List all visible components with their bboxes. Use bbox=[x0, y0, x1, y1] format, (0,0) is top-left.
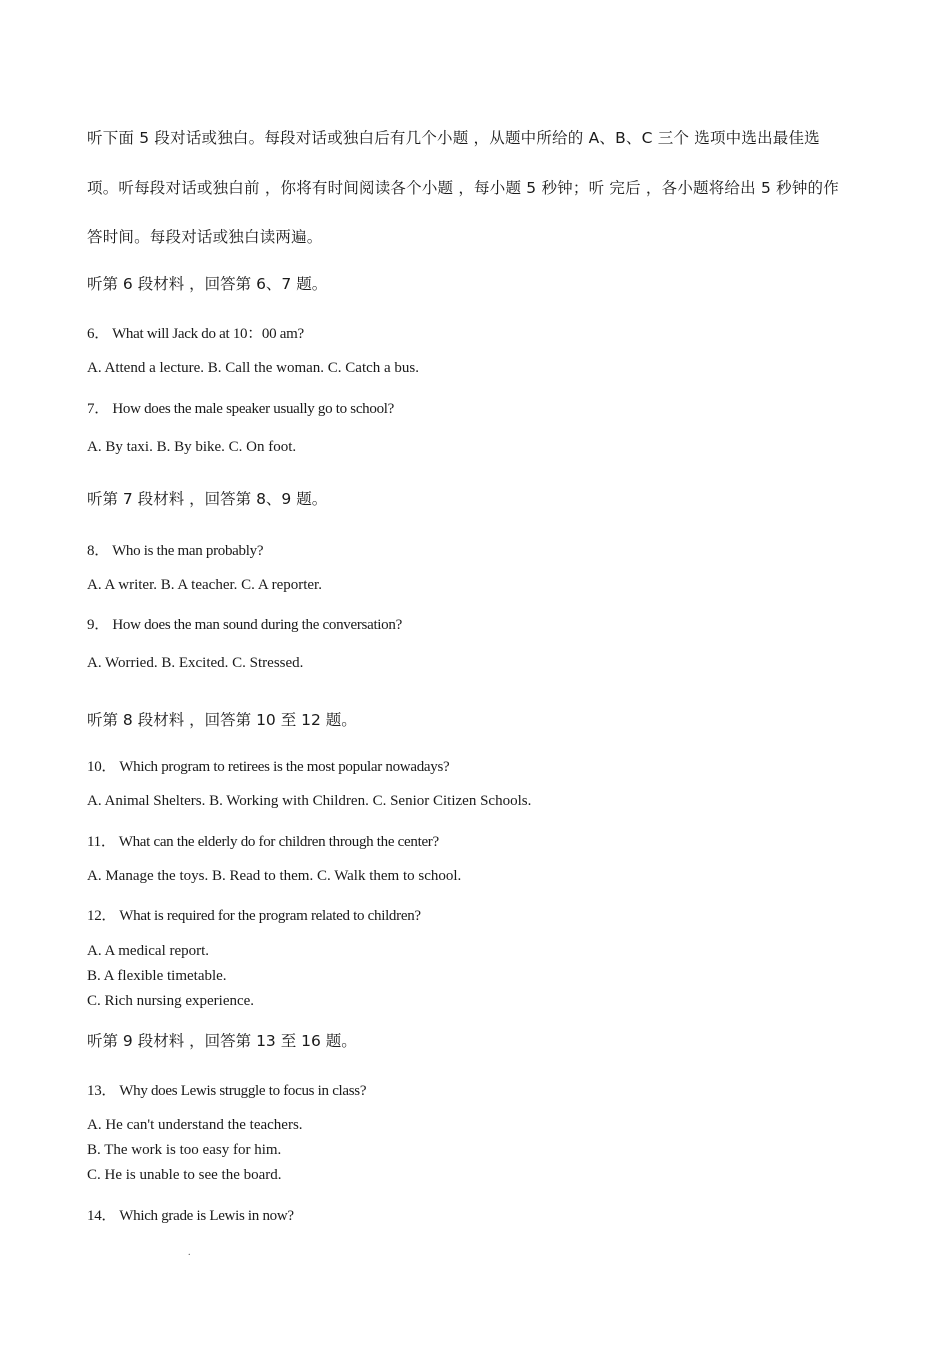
question-options: A. Manage the toys. B. Read to them. C. Walk them to school. bbox=[87, 868, 462, 884]
option-a: A. He can't understand the teachers. bbox=[87, 1117, 303, 1133]
option-a: A. A medical report. bbox=[87, 943, 210, 959]
question-stem: 8． Who is the man probably? bbox=[87, 543, 264, 559]
section-heading: 听第 8 段材料 ，回答第 10 至 12 题。 bbox=[87, 711, 357, 729]
question-options: A. Attend a lecture. B. Call the woman. C. Catch a bus. bbox=[87, 360, 420, 376]
option-c: C. Rich nursing experience. bbox=[87, 993, 255, 1009]
instructions-line-2: 项。听每段对话或独白前 ，你将有时间阅读各个小题 ，每小题 5 秒钟；听 完后 ，各小题将给出 5 秒钟的作 bbox=[87, 179, 839, 197]
question-options: A. A writer. B. A teacher. C. A reporter. bbox=[87, 577, 322, 593]
instructions-line-1: 听下面 5 段对话或独白。每段对话或独白后有几个小题 ，从题中所给的 A、B、C 三个 选项中选出最佳选 bbox=[87, 129, 820, 147]
instructions-line-3: 答时间。每段对话或独白读两遍。 bbox=[87, 228, 323, 246]
footer-mark: . bbox=[188, 1247, 191, 1258]
question-options: A. Worried. B. Excited. C. Stressed. bbox=[87, 655, 304, 671]
question-stem: 14． Which grade is Lewis in now? bbox=[87, 1208, 294, 1224]
question-stem: 12． What is required for the program related to children? bbox=[87, 908, 421, 924]
section-heading: 听第 6 段材料 ，回答第 6、7 题。 bbox=[87, 275, 328, 293]
question-options: A. Animal Shelters. B. Working with Children. C. Senior Citizen Schools. bbox=[87, 793, 532, 809]
question-stem: 10． Which program to retirees is the most popular nowadays? bbox=[87, 759, 450, 775]
option-c: C. He is unable to see the board. bbox=[87, 1167, 282, 1183]
question-stem: 11． What can the elderly do for children through the center? bbox=[87, 834, 439, 850]
question-stem: 9． How does the man sound during the conversation? bbox=[87, 617, 402, 633]
question-stem: 7． How does the male speaker usually go to school? bbox=[87, 401, 395, 417]
section-heading: 听第 7 段材料 ，回答第 8、9 题。 bbox=[87, 490, 328, 508]
question-options: A. By taxi. B. By bike. C. On foot. bbox=[87, 439, 297, 455]
option-b: B. The work is too easy for him. bbox=[87, 1142, 282, 1158]
option-b: B. A flexible timetable. bbox=[87, 968, 227, 984]
section-heading: 听第 9 段材料 ，回答第 13 至 16 题。 bbox=[87, 1032, 357, 1050]
question-stem: 6． What will Jack do at 10：00 am? bbox=[87, 326, 304, 342]
question-stem: 13． Why does Lewis struggle to focus in class? bbox=[87, 1083, 367, 1099]
